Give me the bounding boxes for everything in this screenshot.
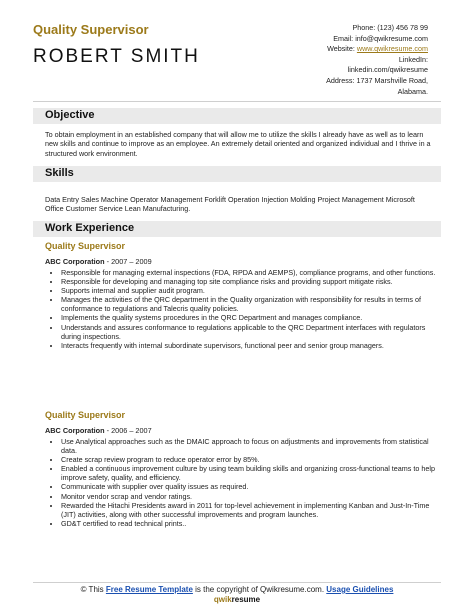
job-bullet: • Create scrap review program to reduce operator error by 85%.: [61, 455, 440, 464]
job-bullet: • Responsible for developing and managing top site compliance risks and providing support mitigate risks.: [61, 277, 440, 286]
job-role: Quality Supervisor: [45, 241, 126, 251]
job-bullet: • Manages the activities of the QRC department in the Quality organization with responsibility for results in terms of conformance to regulations and Talecris quality policies.: [61, 295, 440, 313]
job-company: ABC Corporation - 2006 – 2007: [45, 426, 152, 435]
candidate-name: ROBERT SMITH: [33, 46, 200, 67]
job-bullet: • Supports internal and supplier audit program.: [61, 286, 440, 295]
job-bullet: • Interacts frequently with internal subordinate supervisors, functional peer and senior group managers.: [61, 341, 440, 350]
website-link[interactable]: www.qwikresume.com: [356, 44, 428, 54]
header-divider: [33, 101, 441, 102]
qwikresume-logo: qwikresume: [213, 595, 261, 604]
footer-divider: [33, 582, 441, 583]
skills-band: [33, 166, 441, 182]
job-bullet: • Communicate with supplier over quality issues as required.: [61, 482, 440, 491]
header-job-title: Quality Supervisor: [33, 22, 149, 37]
job-bullet: • Implements the quality systems procedures in the QRC Department and manages compliance.: [61, 313, 440, 322]
contact-linkedin: linkedin.com/qwikresume: [347, 65, 428, 75]
objective-heading: Objective: [45, 109, 95, 121]
experience-heading: Work Experience: [45, 222, 135, 234]
job-bullets: [45, 437, 440, 528]
job-bullet: • Use Analytical approaches such as the DMAIC approach to focus on adjustments and improvements from statistical data.: [61, 437, 440, 455]
job-entry-1: [45, 241, 440, 350]
contact-address: Address: 1737 Marshville Road,: [326, 75, 428, 85]
job-bullet: • Responsible for managing external inspections (FDA, RPDA and AEMPS), compliance programs, and other functions.: [61, 268, 440, 277]
contact-block: [238, 23, 428, 97]
job-entry-2: [45, 410, 440, 528]
contact-linkedin-label: LinkedIn:: [398, 54, 428, 64]
contact-email: Email: info@qwikresume.com: [333, 33, 428, 43]
contact-phone: Phone: (123) 456 78 99: [352, 23, 428, 32]
contact-address-line2: Alabama.: [397, 86, 428, 96]
objective-text: To obtain employment in an established company that will allow me to utilize the skills I already have as well as to learn new skills and continue to improve as an employee. An extremely detail oriented and organized individual and I thrive in a structured work environment.: [45, 130, 431, 158]
job-company: ABC Corporation - 2007 – 2009: [45, 257, 152, 266]
job-bullet: • Enabled a continuous improvement culture by using team building skills and organizing cross-functional teams to help improve safety, quality, and efficiency.: [61, 464, 440, 482]
job-bullet: • Rewarded the Hitachi Presidents award in 2011 for top-level achievement in implementing Kanban and Just-In-Time (JIT) activities, along with other successful improvements and program launches.: [61, 501, 440, 519]
footer: © This Free Resume Template is the copyright of Qwikresume.com. Usage Guidelines qwikresume: [33, 585, 441, 605]
job-role: Quality Supervisor: [45, 410, 126, 420]
job-bullet: • GD&T certified to read technical prints..: [61, 519, 440, 528]
skills-heading: Skills: [45, 167, 74, 179]
job-bullet: • Monitor vendor scrap and vendor ratings.: [61, 492, 440, 501]
job-bullets: [45, 268, 440, 350]
job-bullet: • Understands and assures conformance to regulations applicable to the QRC Department interfaces with regulators during inspections.: [61, 323, 440, 341]
usage-guidelines-link[interactable]: Usage Guidelines: [326, 585, 394, 594]
skills-text: Data Entry Sales Machine Operator Management Forklift Operation Injection Molding Project Management Microsoft Office Customer Service Lean Manufacturing.: [45, 195, 415, 214]
free-resume-template-link[interactable]: Free Resume Template: [105, 585, 193, 594]
contact-website: Website: www.qwikresume.com: [327, 44, 428, 54]
